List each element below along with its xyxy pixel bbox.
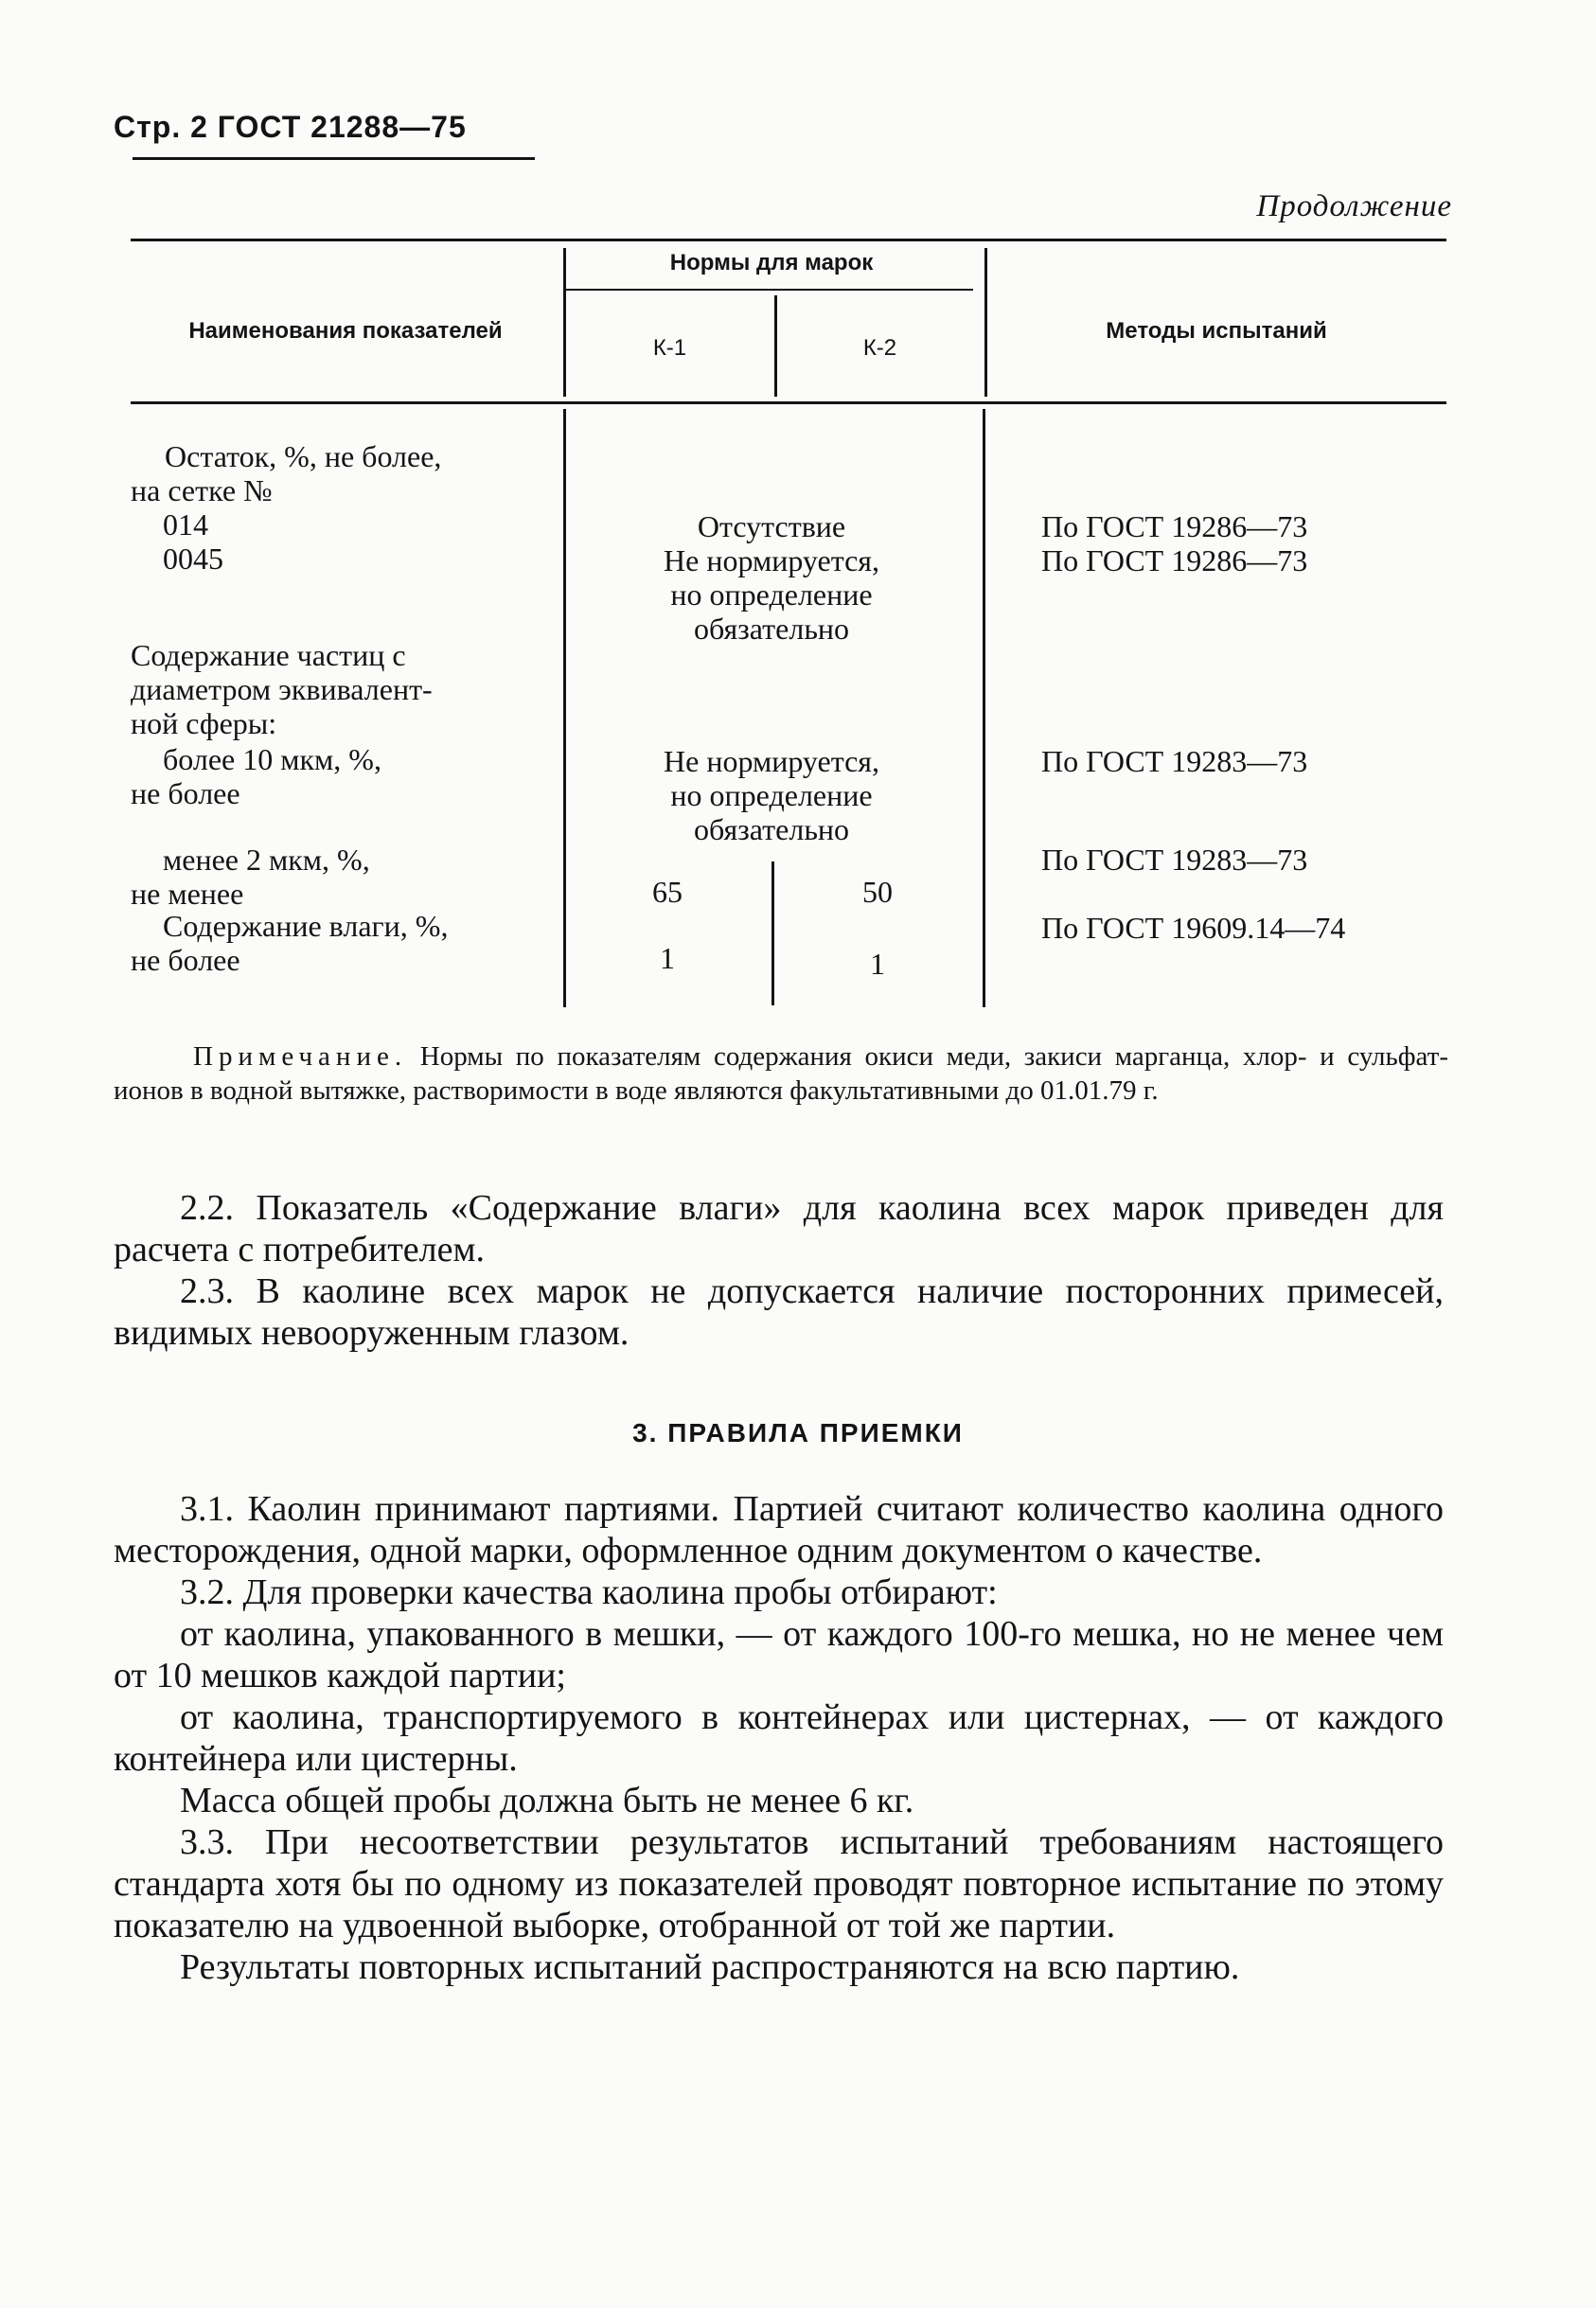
particles-lt2-k1: 65 [652,875,683,909]
col-header-methods: Методы испытаний [1106,318,1327,344]
residue-014: 014 [163,507,208,541]
col-header-k2: К-2 [862,335,897,361]
para-3-2b: от каолина, транспортируемого в контейнерах или цистернах, — от каждого контейнера или цистерны. [114,1697,1444,1779]
particles-lt2-k2: 50 [862,875,893,909]
col-header-norms: Нормы для марок [669,250,874,275]
particles-lt2-method: По ГОСТ 19283—73 [1041,843,1308,877]
para-3-3: 3.3. При несоответствии результатов испытаний требованиям настоящего стандарта хотя бы по одному из показателей проводят повторное испытание по этому показателю на удвоенной выборке, отобранной от той же партии. [114,1822,1444,1945]
page-header: Стр. 2 ГОСТ 21288—75 [114,110,467,144]
table-body-vline-2 [771,861,774,1005]
col-header-k1: К-1 [652,335,687,361]
particles-gt10-norm: Не нормируется, но определение обязательно [664,744,879,846]
residue-0045: 0045 [163,541,223,576]
particles-lt2-label: менее 2 мкм, %, не менее [131,843,370,911]
para-3-2c: Масса общей пробы должна быть не менее 6 кг. [180,1781,914,1820]
para-3-3b: Результаты повторных испытаний распространяются на всю партию. [180,1947,1240,1987]
moisture-method: По ГОСТ 19609.14—74 [1041,911,1346,945]
para-3-1: 3.1. Каолин принимают партиями. Партией считают количество каолина одного месторождения, одной марки, оформленное одним документом о качестве. [114,1489,1444,1571]
col-header-indicator: Наименования показателей [188,318,503,344]
moisture-label: Содержание влаги, %, не более [131,909,449,977]
note-text: Нормы по показателям содержания окиси меди, закиси марганца, хлор- и сульфат-ионов в водной вытяжке, растворимости в воде являются факультативными до 01.01.79 г. [114,1041,1448,1106]
para-3-2a: от каолина, упакованного в мешки, — от каждого 100-го мешка, но не менее чем от 10 мешков каждой партии; [114,1614,1444,1695]
para-2-2: 2.2. Показатель «Содержание влаги» для каолина всех марок приведен для расчета с потребителем. [114,1188,1444,1269]
residue-0045-norm: Не нормируется, но определение обязательно [664,543,879,646]
table-note [114,1039,1448,1108]
section-3-title: 3. ПРАВИЛА ПРИЕМКИ [632,1418,964,1447]
para-2-3: 2.3. В каолине всех марок не допускается наличие посторонних примесей, видимых невооруженным глазом. [114,1271,1444,1353]
table-body-vline-3 [983,409,985,1007]
table-vline-2 [774,295,777,397]
particles-gt10-method: По ГОСТ 19283—73 [1041,744,1308,778]
table-top-rule [131,239,1446,241]
moisture-k1: 1 [660,941,675,975]
table-body-vline-1 [563,409,566,1007]
moisture-k2: 1 [870,947,885,981]
table-header-rule [131,401,1446,404]
note-label: Примечание. [193,1041,408,1072]
particles-label: Содержание частиц с диаметром эквивалент- ной сферы: [131,638,433,740]
residue-014-norm: Отсутствие [697,509,846,543]
table-vline-3 [984,248,987,397]
para-3-2: 3.2. Для проверки качества каолина пробы отбирают: [180,1572,998,1612]
residue-0045-method: По ГОСТ 19286—73 [1041,543,1308,577]
para-2-2-block [114,1187,1444,1354]
header-underline [133,157,535,160]
particles-gt10-label: более 10 мкм, %, не более [131,742,381,810]
section-3-body [114,1488,1444,1988]
residue-label: Остаток, %, не более, на сетке № [131,439,442,507]
continuation-label: Продолжение [1256,189,1452,223]
table-vline-1 [563,248,566,397]
norms-subheader-rule [566,289,973,291]
residue-014-method: По ГОСТ 19286—73 [1041,509,1308,543]
